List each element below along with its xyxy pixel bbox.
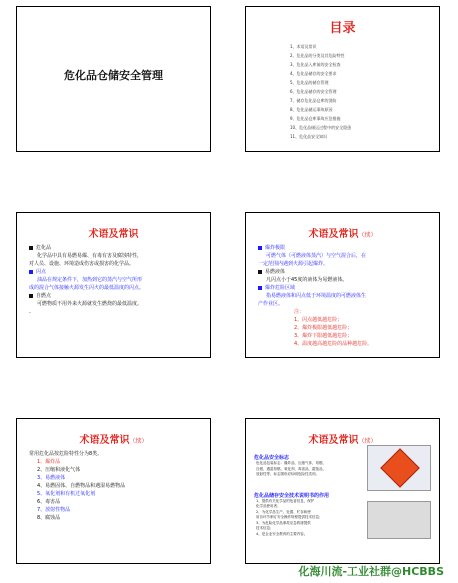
toc-item: 1、术语及常识 [290, 44, 317, 49]
term-heading: 爆炸极限 [258, 244, 431, 252]
slide-cover [16, 6, 211, 152]
term-text: 产作业区。 [258, 301, 284, 307]
toc-item: 9、危化品仓库事故应急措施 [290, 116, 341, 121]
note-item: 4、温度越高越危险的品种越危险。 [294, 341, 373, 347]
slide-title: 术语及常识（续） [308, 229, 377, 240]
toc-item: 5、危化品的储存管理 [290, 80, 329, 85]
slide-title: 术语及常识（续） [308, 435, 377, 446]
class-item: 5、氧化剂和有机过氧化剂 [37, 491, 96, 497]
section-text: 4、是企业安全教育的主要内容。 [256, 531, 308, 536]
section-text: 3、为危险化学品事故应急救援提供 [256, 520, 311, 525]
section-text: 1、提供有关化学品的危害信息，保护 [256, 498, 315, 503]
toc-item: 10、危化品储运过程中的安全隐患 [290, 125, 352, 130]
section-text: 自燃、遇湿易燃、氧化剂、毒害品、腐蚀品、 [256, 466, 326, 471]
watermark: 化海川流-工业社群@HCBBS [298, 565, 444, 578]
term-heading: 易燃液体 [258, 268, 431, 276]
note-item: 3、爆炸下限越低越危险； [294, 333, 353, 339]
section-text: 技术信息； [256, 526, 274, 530]
cover-title: 危化品仓储安全管理 [64, 69, 163, 82]
bullet-square-icon [258, 286, 262, 290]
section-text: 放射性等，标志图形应标明危险性类别。 [256, 472, 319, 476]
slide-terms-1 [16, 212, 211, 358]
note-item: 2、爆炸极限越低越危险； [294, 325, 353, 331]
hazard-label-photo [367, 445, 431, 491]
term-text: 成的混合气体接触火源发生闪火的最低温度的闪点。 [29, 285, 145, 291]
bullet-square-icon [258, 246, 262, 250]
toc-item: 4、危化品储存的安全要求 [290, 71, 337, 76]
toc-item: 2、危化品的分类及其危险特性 [290, 53, 345, 58]
class-item: 1、爆炸品 [37, 459, 61, 465]
class-item: 6、毒害品 [37, 499, 61, 505]
bullet-square-icon [29, 246, 33, 250]
msds-document-photo [367, 501, 431, 539]
class-item: 7、放射性物品 [37, 507, 71, 513]
toc-title: 目录 [329, 21, 356, 36]
toc-list [290, 42, 439, 141]
term-text: 凡闪点小于45度的液体为易燃液体。 [266, 277, 348, 283]
toc-item: 7、储存危化品仓库的消防 [290, 98, 337, 103]
bullet-square-icon [29, 294, 33, 298]
term-text: 对人员、设施、环境造成伤害或损害的化学品。 [29, 261, 135, 267]
slide-terms-3 [16, 418, 211, 564]
toc-item: 8、危化品储运事故原因 [290, 107, 333, 112]
term-text: 指易燃液体和闪点低于环境温度的可燃液体生 [266, 293, 367, 299]
note-item: 1、闪点越低越危险； [294, 317, 343, 323]
hazard-diamond-icon [380, 448, 420, 488]
slide-title: 术语及常识（续） [79, 435, 148, 446]
class-item: 3、易燃液体 [37, 475, 66, 481]
term-text: 可燃物质不用外来火源就发生燃烧的最低温度。 [37, 301, 143, 307]
class-item: 2、压缩和液化气体 [37, 467, 81, 473]
term-text: 一定范围内遇到火源引起爆炸。 [258, 261, 329, 267]
section-heading: 危化品储存安全技术说明书的作用 [254, 492, 330, 499]
term-heading: 闪点 [29, 268, 202, 276]
slide-terms-4 [245, 418, 440, 564]
term-text: 化学品中具有易燃易爆、有毒有害及腐蚀特性， [37, 253, 143, 259]
term-heading: 危化品 [29, 244, 202, 252]
toc-item: 11、危化品安全知识 [290, 134, 328, 139]
toc-item: 6、危化品储存的安全管理 [290, 89, 337, 94]
section-text: 用各环节制订安全操作规程提供技术信息； [256, 515, 323, 519]
slide-toc [245, 6, 440, 152]
section-text: 化学品使用者； [256, 504, 281, 508]
section-text: 危化品包装标志：爆炸品、压缩气体、易燃、 [256, 461, 326, 465]
term-heading: 爆炸危险区域 [258, 284, 431, 292]
class-item: 4、易燃固体、自燃物品和遇湿易燃物品 [37, 483, 126, 489]
slide-title: 术语及常识 [88, 229, 139, 240]
note-heading: 注： [294, 309, 305, 315]
class-item: 8、腐蚀品 [37, 515, 61, 521]
toc-item: 3、危化品入库前的安全检查 [290, 62, 341, 67]
term-text: 可燃气体（可燃液体蒸汽）与空气混合后，在 [266, 253, 367, 259]
term-heading: 自燃点 [29, 292, 202, 300]
bullet-square-icon [258, 270, 262, 274]
section-heading: 危化品安全标志 [254, 455, 290, 461]
term-text: 油品在规定条件下，加热到它的蒸汽与空气所形 [37, 277, 143, 283]
section-text: 2、为化学品生产、处置、贮存和使 [256, 509, 311, 514]
class-intro: 常用危化品按危险特性分为8类。 [29, 451, 103, 457]
slide-terms-2 [245, 212, 440, 358]
bullet-square-icon [29, 270, 33, 274]
trailing-dot: . [29, 308, 31, 315]
